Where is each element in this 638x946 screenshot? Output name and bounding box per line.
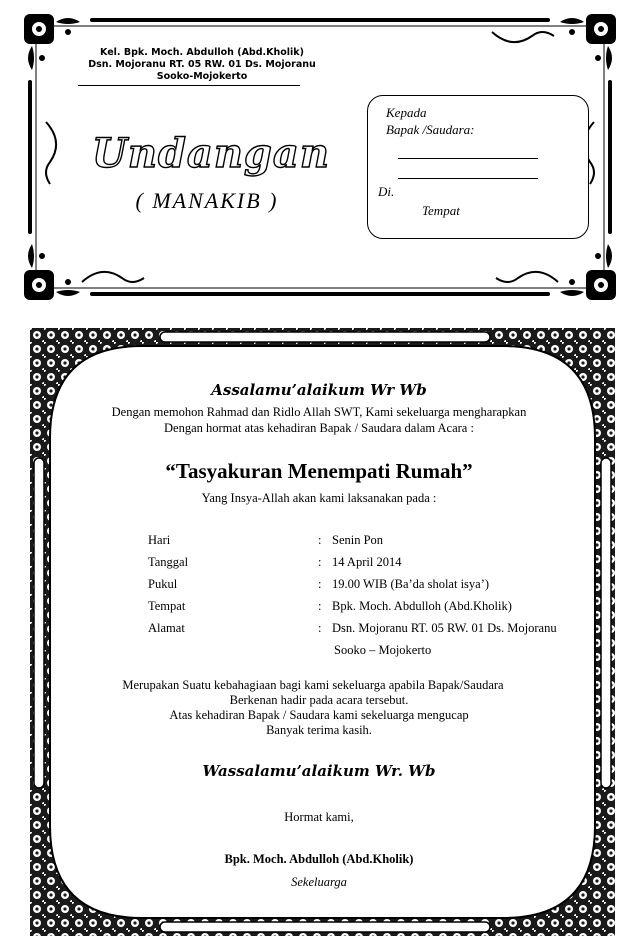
invitation-subtitle: ( MANAKIB ) — [135, 188, 279, 213]
corner-ornament-icon — [560, 14, 616, 70]
signer-role: Sekeluarga — [291, 875, 347, 889]
sender-street: Dsn. Mojoranu RT. 05 RW. 01 Ds. Mojoranu — [88, 59, 316, 70]
detail-label: Tanggal — [148, 555, 189, 569]
detail-colon: : — [318, 577, 322, 591]
event-title: “Tasyakuran Menempati Rumah” — [165, 459, 473, 483]
detail-value: 19.00 WIB (Ba’da sholat isya’) — [332, 577, 490, 591]
closing-greeting: Wassalamu’alaikum Wr. Wb — [202, 762, 436, 780]
detail-address-continuation: Sooko – Mojokerto — [334, 643, 432, 657]
closing-line: Merupakan Suatu kebahagiaan bagi kami sekeluarga apabila Bapak/Saudara — [122, 678, 504, 692]
envelope-card — [22, 12, 618, 302]
invitation-title: Undangan — [92, 130, 330, 177]
detail-value: Dsn. Mojoranu RT. 05 RW. 01 Ds. Mojoranu — [332, 621, 557, 635]
signer-name: Bpk. Moch. Abdulloh (Abd.Kholik) — [224, 852, 414, 866]
closing-line: Berkenan hadir pada acara tersebut. — [229, 693, 409, 707]
recipient-to-label: Kepada — [386, 105, 427, 120]
detail-label: Pukul — [148, 577, 178, 591]
sender-city: Sooko-Mojokerto — [156, 71, 248, 82]
closing-line: Atas kehadiran Bapak / Saudara kami sekeluarga mengucap — [169, 708, 469, 722]
detail-label: Tempat — [148, 599, 186, 613]
corner-ornament-icon — [560, 244, 616, 300]
corner-ornament-icon — [24, 244, 80, 300]
recipient-address-box — [367, 95, 589, 239]
detail-colon: : — [318, 621, 322, 635]
recipient-title-label: Bapak /Saudara: — [386, 122, 475, 137]
regards-text: Hormat kami, — [284, 810, 354, 824]
recipient-di-label: Di. — [378, 184, 395, 199]
intro-line: Dengan memohon Rahmad dan Ridlo Allah SWT, Kami sekeluarga mengharapkan — [111, 405, 527, 419]
detail-label: Alamat — [148, 621, 185, 635]
recipient-name-line — [398, 178, 538, 179]
recipient-salutation — [386, 104, 474, 138]
detail-value: Bpk. Moch. Abdulloh (Abd.Kholik) — [332, 599, 512, 613]
sender-name: Kel. Bpk. Moch. Abdulloh (Abd.Kholik) — [100, 47, 304, 58]
recipient-name-line — [398, 158, 538, 159]
detail-label: Hari — [148, 533, 171, 547]
corner-ornament-icon — [24, 14, 80, 70]
detail-colon: : — [318, 533, 322, 547]
detail-value: 14 April 2014 — [332, 555, 402, 569]
detail-colon: : — [318, 599, 322, 613]
sender-divider — [78, 85, 300, 86]
intro-line: Dengan hormat atas kehadiran Bapak / Saudara dalam Acara : — [164, 421, 474, 435]
detail-value: Senin Pon — [332, 533, 384, 547]
sender-address — [82, 47, 322, 83]
detail-colon: : — [318, 555, 322, 569]
recipient-place-label: Tempat — [422, 203, 460, 218]
closing-line: Banyak terima kasih. — [266, 723, 372, 737]
event-intro: Yang Insya-Allah akan kami laksanakan pada : — [201, 491, 437, 505]
opening-greeting: Assalamu’alaikum Wr Wb — [211, 381, 427, 399]
